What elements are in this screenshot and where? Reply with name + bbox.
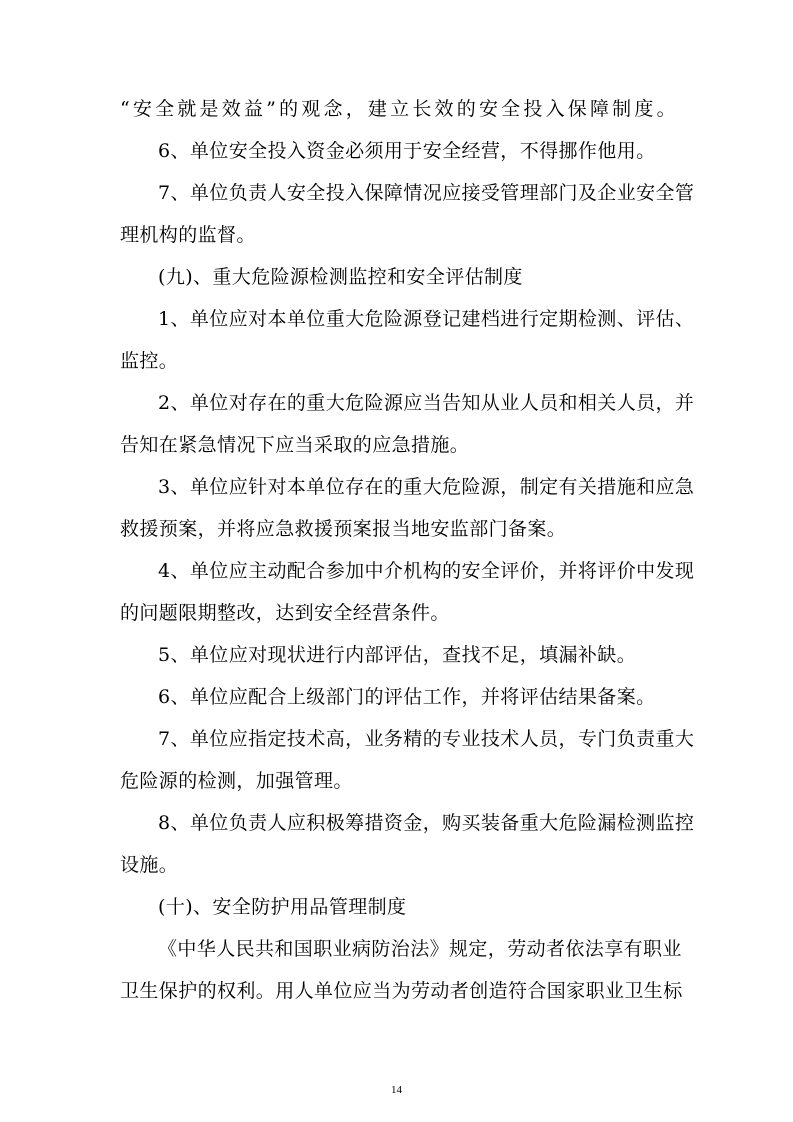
text-line-12: 4、单位应主动配合参加中介机构的安全评价，并将评价中发现: [158, 560, 695, 582]
text-line-17: 危险源的检测，加强管理。: [120, 770, 353, 792]
text-line-11: 救援预案，并将应急救援预案报当地安监部门备案。: [120, 518, 567, 540]
text-line-1: “安全就是效益”的观念，建立长效的安全投入保障制度。: [120, 98, 676, 120]
text-line-14: 5、单位应对现状进行内部评估，查找不足，填漏补缺。: [158, 644, 637, 666]
text-line-2: 6、单位安全投入资金必须用于安全经营，不得挪作他用。: [158, 140, 656, 162]
text-line-7: 监控。: [120, 350, 179, 372]
section-heading-10: (十)、安全防护用品管理制度: [158, 896, 407, 918]
text-line-21: 《中华人民共和国职业病防治法》规定，劳动者依法享有职业: [158, 938, 682, 960]
text-line-16: 7、单位应指定技术高，业务精的专业技术人员，专门负责重大: [158, 728, 695, 750]
text-line-22: 卫生保护的权利。用人单位应当为劳动者创造符合国家职业卫生标: [120, 980, 683, 1002]
text-line-10: 3、单位应针对本单位存在的重大危险源，制定有关措施和应急: [158, 476, 695, 498]
text-line-13: 的问题限期整改，达到安全经营条件。: [120, 602, 450, 624]
body-text: [120, 88, 695, 1012]
text-line-18: 8、单位负责人应积极筹措资金，购买装备重大危险漏检测监控: [158, 812, 695, 834]
section-heading-9: (九)、重大危险源检测监控和安全评估制度: [158, 266, 523, 288]
text-line-19: 设施。: [120, 854, 179, 876]
text-line-9: 告知在紧急情况下应当采取的应急措施。: [120, 434, 470, 456]
text-line-3: 7、单位负责人安全投入保障情况应接受管理部门及企业安全管: [158, 182, 695, 204]
text-line-4: 理机构的监督。: [120, 224, 256, 246]
text-line-6: 1、单位应对本单位重大危险源登记建档进行定期检测、评估、: [158, 308, 695, 330]
text-line-15: 6、单位应配合上级部门的评估工作，并将评估结果备案。: [158, 686, 656, 708]
page-number: 14: [391, 1084, 402, 1096]
text-line-8: 2、单位对存在的重大危险源应当告知从业人员和相关人员，并: [158, 392, 695, 414]
